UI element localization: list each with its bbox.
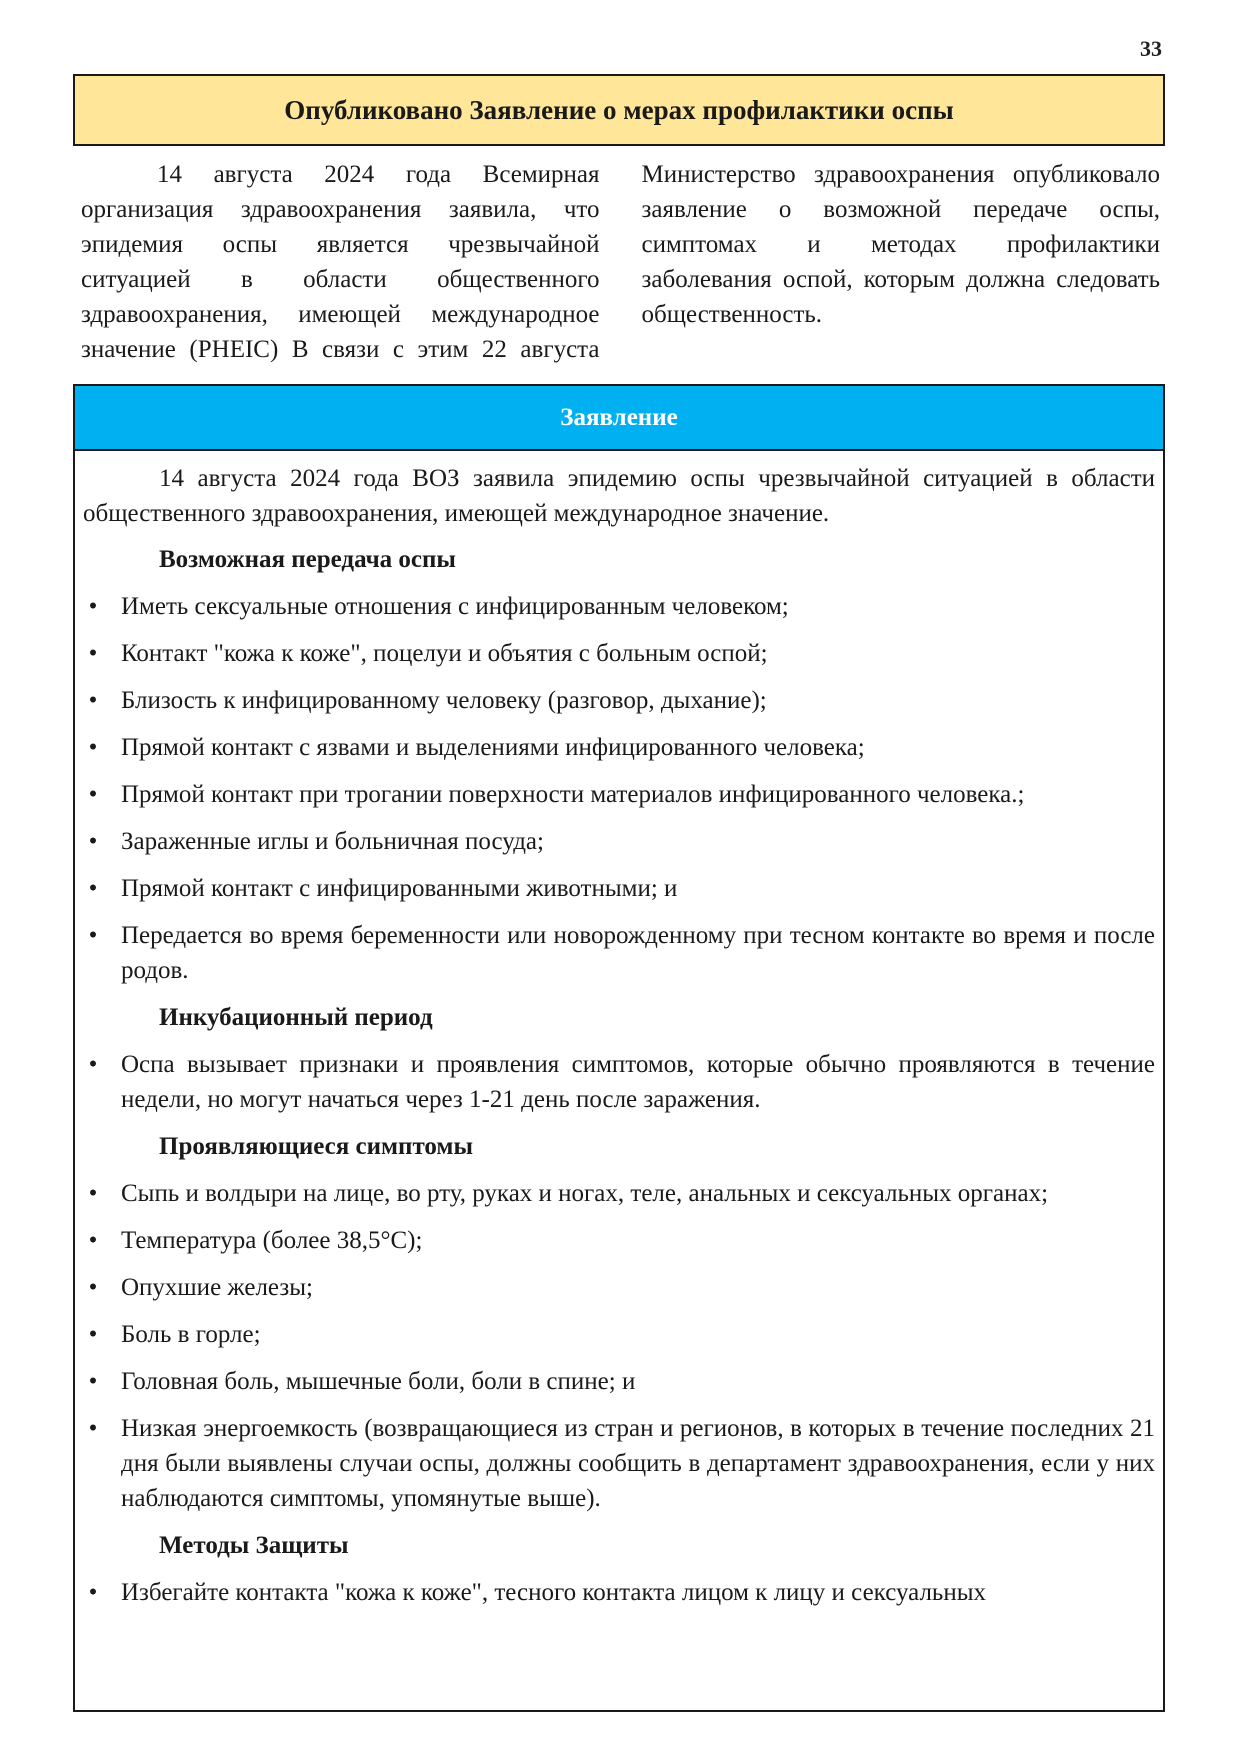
bullet-icon: • [88, 1368, 98, 1395]
bullet-list [83, 589, 1155, 988]
list-item [83, 730, 1155, 765]
bullet-icon: • [88, 687, 98, 714]
list-item [83, 1047, 1155, 1117]
list-item [83, 918, 1155, 988]
list-item-text: Низкая энергоемкость (возвращающиеся из стран и регионов, в которых в течение последних 21 дня были выявлены случаи оспы, должны сообщить в департамент здравоохранения, если у них наблюдаются симптомы, упомянутые выше). [121, 1415, 1155, 1512]
article-title: Опубликовано Заявление о мерах профилактики оспы [284, 94, 954, 125]
bullet-list [83, 1575, 1155, 1610]
statement-box [73, 384, 1165, 1712]
list-item-text: Боль в горле; [121, 1321, 261, 1348]
statement-header [75, 386, 1163, 451]
list-item [83, 1176, 1155, 1211]
statement-header-label: Заявление [560, 403, 678, 431]
list-item [83, 1364, 1155, 1399]
list-item-text: Прямой контакт при трогании поверхности материалов инфицированного человека.; [121, 781, 1025, 808]
list-item [83, 1575, 1155, 1610]
bullet-icon: • [88, 1415, 98, 1442]
list-item-text: Зараженные иглы и больничная посуда; [121, 828, 544, 855]
list-item-text: Прямой контакт с язвами и выделениями инфицированного человека; [121, 734, 865, 761]
list-item [83, 871, 1155, 906]
list-item [83, 824, 1155, 859]
bullet-icon: • [88, 1051, 98, 1078]
list-item-text: Температура (более 38,5°C); [121, 1227, 423, 1254]
list-item [83, 636, 1155, 671]
page-number: 33 [1140, 36, 1162, 61]
intro-paragraph: 14 августа 2024 года Всемирная организация здравоохранения заявила, что эпидемия оспы является чрезвычайной ситуацией в области общественного здравоохранения, имеющей международное значение (PHEIC) В связи с этим 22 августа Министерство здравоохранения опубликовало заявление о возможной передаче оспы, симптомах и методах профилактики заболевания оспой, которым должна следовать общественность. [81, 161, 1160, 363]
bullet-list [83, 1176, 1155, 1516]
intro-text-columns [81, 157, 1160, 369]
list-item [83, 1411, 1155, 1516]
list-item [83, 1317, 1155, 1352]
bullet-list [83, 1047, 1155, 1117]
statement-lead-paragraph: 14 августа 2024 года ВОЗ заявила эпидемию оспы чрезвычайной ситуацией в области общественного здравоохранения, имеющей международное значение. [83, 465, 1155, 527]
bullet-icon: • [88, 1180, 98, 1207]
list-item [83, 1223, 1155, 1258]
list-item-text: Избегайте контакта "кожа к коже", тесного контакта лицом к лицу и сексуальных [121, 1579, 987, 1606]
bullet-icon: • [88, 734, 98, 761]
bullet-icon: • [88, 1274, 98, 1301]
list-item-text: Близость к инфицированному человеку (разговор, дыхание); [121, 687, 767, 714]
section-heading: Инкубационный период [159, 1004, 433, 1031]
section-heading: Методы Защиты [159, 1532, 349, 1559]
list-item-text: Контакт "кожа к коже", поцелуи и объятия с больным оспой; [121, 640, 768, 667]
bullet-icon: • [88, 1227, 98, 1254]
bullet-icon: • [88, 640, 98, 667]
section-heading: Возможная передача оспы [159, 546, 456, 573]
bullet-icon: • [88, 593, 98, 620]
statement-body [75, 451, 1163, 1610]
list-item-text: Оспа вызывает признаки и проявления симптомов, которые обычно проявляются в течение недели, но могут начаться через 1-21 день после заражения. [121, 1051, 1155, 1113]
list-item-text: Прямой контакт с инфицированными животными; и [121, 875, 678, 902]
statement-sections [83, 542, 1155, 1610]
list-item [83, 589, 1155, 624]
list-item-text: Головная боль, мышечные боли, боли в спине; и [121, 1368, 636, 1395]
bullet-icon: • [88, 1579, 98, 1606]
list-item-text: Иметь сексуальные отношения с инфицированным человеком; [121, 593, 789, 620]
bullet-icon: • [88, 875, 98, 902]
bullet-icon: • [88, 828, 98, 855]
section-heading: Проявляющиеся симптомы [159, 1133, 473, 1160]
list-item-text: Сыпь и волдыри на лице, во рту, руках и ногах, теле, анальных и сексуальных органах; [121, 1180, 1049, 1207]
article-title-banner [73, 74, 1165, 146]
bullet-icon: • [88, 922, 98, 949]
bullet-icon: • [88, 1321, 98, 1348]
bullet-icon: • [88, 781, 98, 808]
list-item [83, 1270, 1155, 1305]
list-item [83, 777, 1155, 812]
list-item [83, 683, 1155, 718]
list-item-text: Опухшие железы; [121, 1274, 313, 1301]
list-item-text: Передается во время беременности или новорожденному при тесном контакте во время и после родов. [121, 922, 1155, 984]
